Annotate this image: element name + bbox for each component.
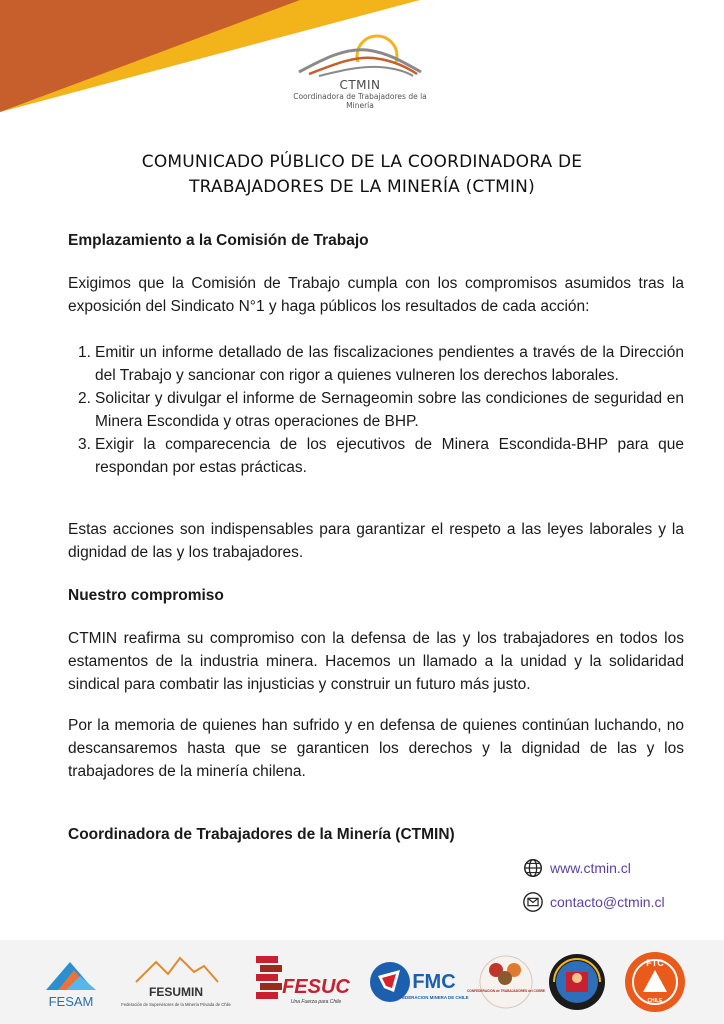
section1-closing: Estas acciones son indispensables para garantizar el respeto a las leyes laborales y la dignidad de las y los trabajadores. — [68, 521, 684, 561]
fesuc-logo — [250, 948, 354, 1016]
fesumin-name: FESUMIN — [149, 985, 203, 999]
brand-subtitle: Coordinadora de Trabajadores de la Minería — [293, 92, 427, 110]
footer-logos — [0, 940, 724, 1024]
brand-name: CTMIN — [339, 78, 381, 92]
fesuc-tagline: Una Fuerza para Chile — [290, 999, 342, 1005]
website-text[interactable]: www.ctmin.cl — [550, 860, 631, 876]
page-title — [60, 150, 664, 200]
section1-intro: Exigimos que la Comisión de Trabajo cumpla con los compromisos asumidos tras la exposición del Sindicato N°1 y haga públicos los resultados de cada acción: — [68, 275, 684, 315]
email-link[interactable] — [522, 891, 665, 913]
ftc-logo — [618, 948, 692, 1016]
email-text[interactable]: contacto@ctmin.cl — [550, 894, 665, 910]
list-item — [68, 433, 684, 479]
list-item — [68, 341, 684, 387]
mountain-sun-icon — [295, 28, 425, 80]
section2-paragraph-1: CTMIN reafirma su compromiso con la defensa de las y los trabajadores en todos los estamentos de la industria minera. Hacemos un llamado a la unidad y la solidaridad sindical para combatir las injusticias y construir un futuro más justo. — [68, 630, 684, 693]
confederacion-name: CONFEDERACION de TRABAJADORES del COBRE — [466, 989, 546, 993]
ftc-subtitle: CHILE — [647, 998, 663, 1004]
fesam-name: FESAM — [48, 994, 94, 1009]
fesumin-subtitle: Federación de Supervisores de la Minería Privada de Chile — [121, 1002, 231, 1007]
fmc-name: FMC — [412, 971, 456, 993]
confederacion-logo — [466, 948, 546, 1016]
section-heading-emplazamiento: Emplazamiento a la Comisión de Trabajo — [68, 232, 369, 249]
list-item — [68, 387, 684, 433]
title-line-2: TRABAJADORES DE LA MINERÍA (CTMIN) — [189, 177, 535, 197]
website-link[interactable] — [522, 857, 631, 879]
list-item-text: Emitir un informe detallado de las fiscalizaciones pendientes a través de la Dirección del Trabajo y sancionar con rigor a quienes vulneren los derechos laborales. — [95, 344, 684, 384]
ctmin-logo — [280, 28, 440, 118]
list-item-text: Solicitar y divulgar el informe de Sernageomin sobre las condiciones de seguridad en Minera Escondida y otras operaciones de BHP. — [95, 390, 684, 430]
section2-paragraph-2: Por la memoria de quienes han sufrido y en defensa de quienes continúan luchando, no descansaremos hasta que se garanticen los derechos y la dignidad de las y los trabajadores de la minería chilena. — [68, 717, 684, 780]
section-heading-compromiso: Nuestro compromiso — [68, 587, 224, 604]
fesam-logo — [36, 948, 106, 1016]
ftc-name: FTC — [646, 958, 664, 968]
list-item-number: 1. — [78, 344, 91, 361]
fesuc-name: FESUC — [282, 976, 350, 998]
list-item-text: Exigir la comparecencia de los ejecutivos de Minera Escondida-BHP para que respondan por estas prácticas. — [95, 436, 684, 476]
list-item-number: 3. — [78, 436, 91, 453]
union-emblem-logo — [544, 948, 610, 1016]
fmc-logo — [368, 948, 469, 1016]
mail-icon — [522, 891, 544, 913]
title-line-1: COMUNICADO PÚBLICO DE LA COORDINADORA DE — [141, 152, 583, 172]
demands-list — [68, 341, 684, 479]
globe-icon — [522, 857, 544, 879]
list-item-number: 2. — [78, 390, 91, 407]
fmc-subtitle: FEDERACION MINERA DE CHILE — [399, 995, 469, 1000]
signature: Coordinadora de Trabajadores de la Minería (CTMIN) — [68, 826, 455, 843]
fesumin-logo — [121, 948, 231, 1016]
